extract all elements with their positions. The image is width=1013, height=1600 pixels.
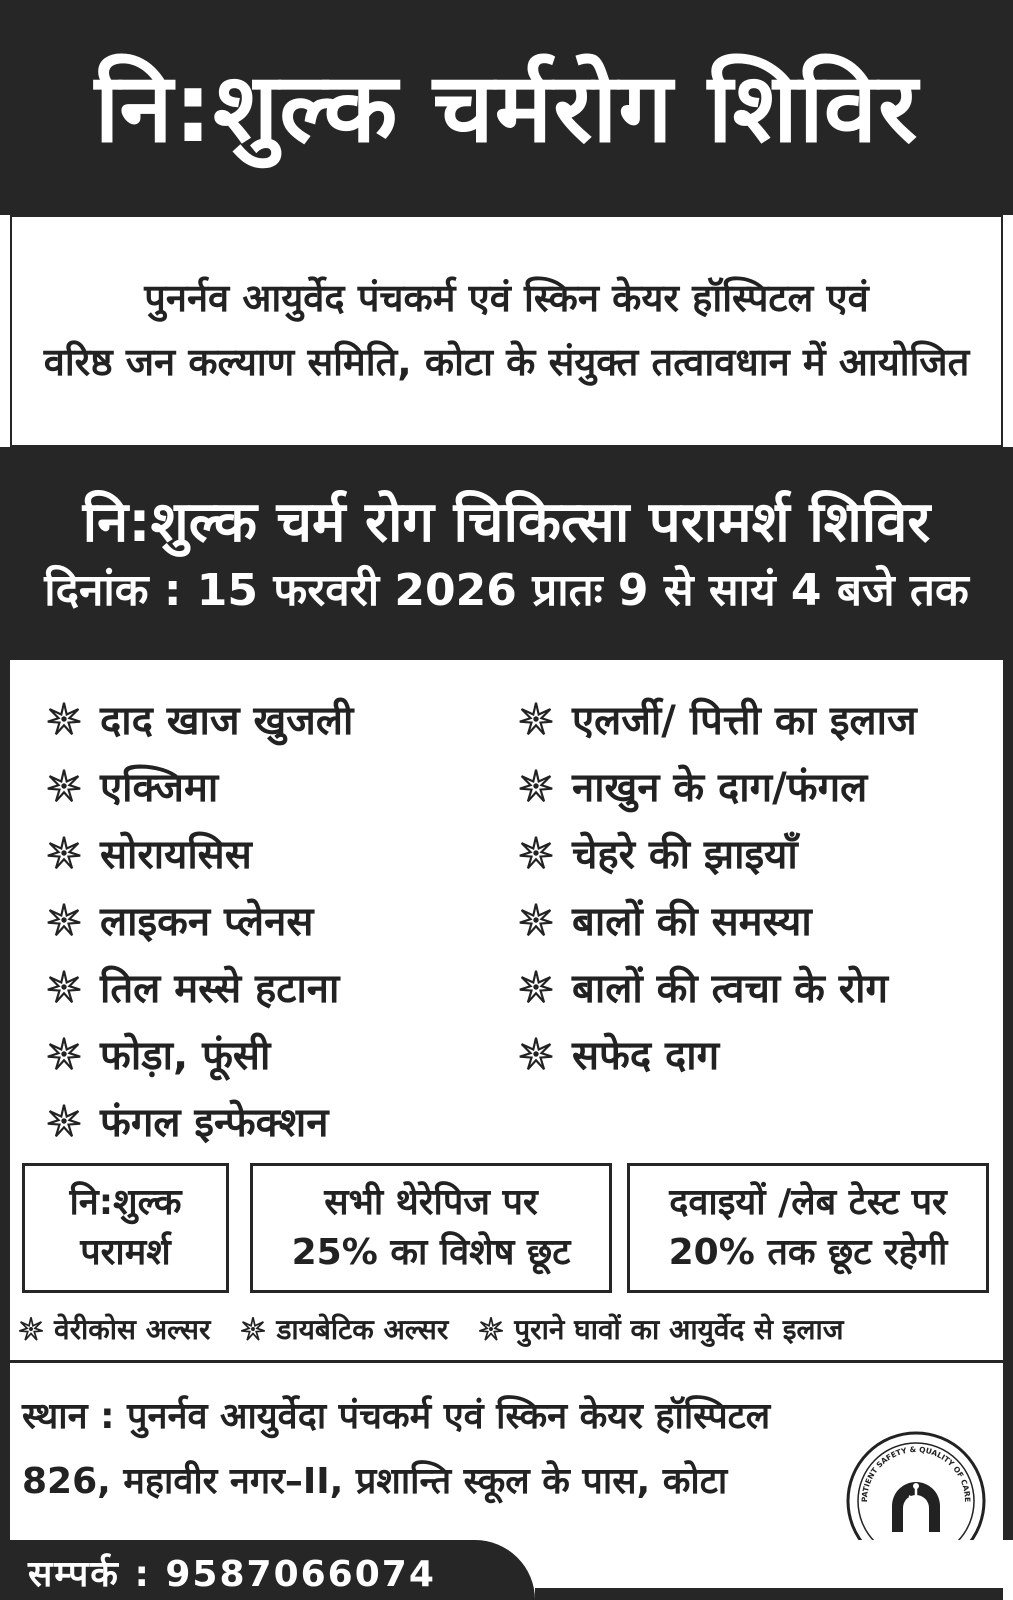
condition-item [46,886,353,953]
condition-label: चेहरे की झाइयाँ [572,832,798,878]
condition-label: बालों की समस्या [572,899,812,945]
condition-item [518,685,917,752]
condition-label: तिल मस्से हटाना [100,966,340,1012]
condition-label: नाखुन के दाग/फंगल [572,765,868,811]
ulcer-label: पुराने घावों का आयुर्वेद से इलाज [514,1313,844,1346]
star-bullet-icon [46,969,82,1005]
condition-item [518,953,917,1020]
star-bullet-icon [518,969,554,1005]
offer-therapy-discount [250,1163,612,1293]
star-bullet-icon [518,902,554,938]
condition-item [46,819,353,886]
star-bullet-icon [18,1316,44,1342]
condition-item [46,953,353,1020]
ulcer-item [240,1310,448,1348]
condition-item [518,886,917,953]
offer-line: परामर्श [80,1232,171,1273]
star-bullet-icon [478,1316,504,1342]
left-border [0,660,10,1540]
condition-label: दाद खाज खुजली [100,698,354,744]
camp-date: दिनांक : 15 फरवरी 2026 प्रातः 9 से सायं 4 बजे तक [44,564,969,616]
location-line-2: 826, महावीर नगर–II, प्रशान्ति स्कूल के पास, कोटा [22,1461,728,1502]
condition-item [518,819,917,886]
footer-rule [535,1588,1003,1600]
ulcer-label: वेरीकोस अल्सर [54,1313,211,1346]
offer-line: 20% तक छूट रहेगी [668,1232,948,1273]
star-bullet-icon [518,1036,554,1072]
star-bullet-icon [518,701,554,737]
star-bullet-icon [46,835,82,871]
ulcer-label: डायबेटिक अल्सर [276,1313,449,1346]
nabh-ring-text: PATIENT SAFETY & QUALITY OF CARE [859,1444,973,1503]
condition-label: फंगल इन्फेक्शन [100,1100,329,1146]
condition-label: एक्जिमा [100,765,219,811]
offer-line: 25% का विशेष छूट [291,1232,571,1273]
star-bullet-icon [46,1036,82,1072]
condition-item [46,685,353,752]
organizer-line-2: वरिष्ठ जन कल्याण समिति, कोटा के संयुक्त तत्वावधान में आयोजित [43,340,970,384]
offer-medicine-discount [627,1163,989,1293]
condition-label: सफेद दाग [572,1033,720,1079]
section-divider [10,1360,1003,1363]
star-bullet-icon [46,902,82,938]
condition-item [46,752,353,819]
condition-label: एलर्जी/ पित्ती का इलाज [572,698,917,744]
offer-line: दवाइयों /लेब टेस्ट पर [669,1182,947,1224]
camp-band [0,447,1013,660]
ulcer-item [478,1310,843,1348]
camp-title: नि:शुल्क चर्म रोग चिकित्सा परामर्श शिविर [82,489,931,555]
star-bullet-icon [46,768,82,804]
condition-label: लाइकन प्लेनस [100,899,314,945]
star-bullet-icon [46,701,82,737]
location-line-1: स्थान : पुनर्नव आयुर्वेदा पंचकर्म एवं स्किन केयर हॉस्पिटल [22,1396,771,1437]
ulcer-item [18,1310,210,1348]
right-border [1003,660,1013,1540]
ulcer-treatments [18,1310,998,1348]
star-bullet-icon [518,835,554,871]
conditions-list-left [46,685,353,1154]
contact-number: सम्पर्क : 9587066074 [28,1554,436,1595]
offer-line: नि:शुल्क [69,1182,182,1224]
condition-item [46,1020,353,1087]
condition-label: बालों की त्वचा के रोग [572,966,889,1012]
condition-label: फोड़ा, फूंसी [100,1033,271,1079]
condition-item [46,1087,353,1154]
condition-item [518,1020,917,1087]
offer-free-consultation [22,1163,229,1293]
star-bullet-icon [240,1316,266,1342]
poster-title: नि:शुल्क चर्मरोग शिविर [94,51,919,164]
header-band [0,0,1013,215]
star-bullet-icon [518,768,554,804]
conditions-list-right [518,685,917,1087]
offer-line: सभी थेरेपिज पर [324,1182,538,1224]
organizer-box [10,215,1003,447]
star-bullet-icon [46,1103,82,1139]
condition-item [518,752,917,819]
organizer-line-1: पुनर्नव आयुर्वेद पंचकर्म एवं स्किन केयर हॉस्पिटल एवं [144,276,869,321]
condition-label: सोरायसिस [100,832,252,878]
